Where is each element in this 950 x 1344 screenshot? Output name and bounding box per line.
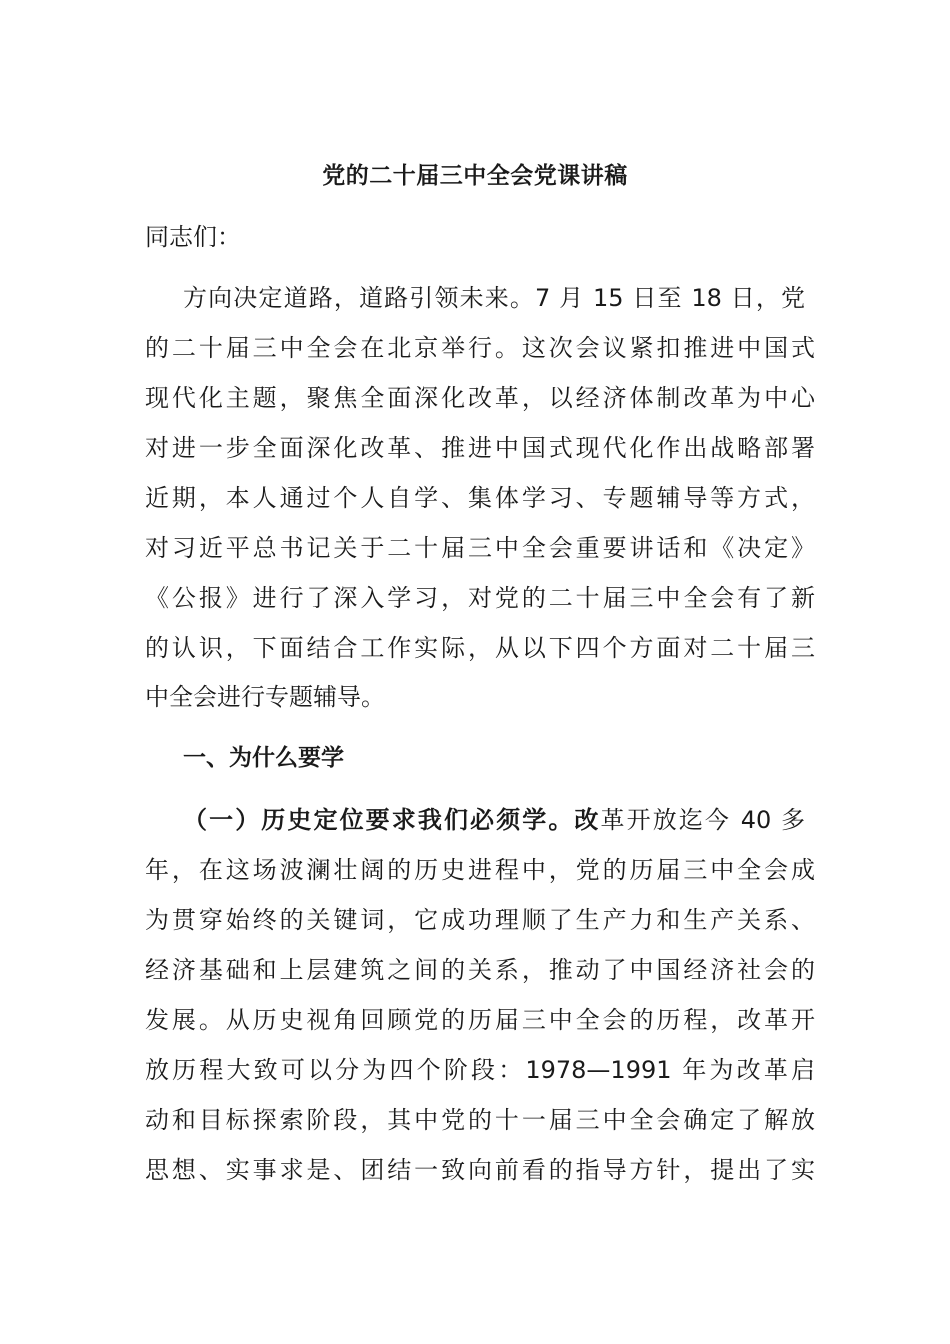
paragraph2-line-7: 动和目标探索阶段，其中党的十一届三中全会确定了解放: [145, 1106, 815, 1134]
subsection-heading-1: （一）历史定位要求我们必须学。改: [183, 806, 601, 834]
paragraph1-line-8: 的认识，下面结合工作实际，从以下四个方面对二十届三: [145, 634, 815, 662]
paragraph1-line-6: 对习近平总书记关于二十届三中全会重要讲话和《决定》: [145, 534, 815, 562]
paragraph1-line-2: 的二十届三中全会在北京举行。这次会议紧扣推进中国式: [145, 334, 815, 362]
paragraph1-line-5: 近期，本人通过个人自学、集体学习、专题辅导等方式，: [145, 484, 815, 512]
salutation: 同志们：: [145, 223, 241, 251]
paragraph2-line-5: 发展。从历史视角回顾党的历届三中全会的历程，改革开: [145, 1006, 815, 1034]
section-heading-1: 一、为什么要学: [183, 745, 344, 771]
paragraph2-line-1: [183, 800, 805, 840]
paragraph2-line-1-text: 革开放迄今 40 多: [600, 806, 805, 834]
paragraph1-line-7: 《公报》进行了深入学习，对党的二十届三中全会有了新: [145, 584, 815, 612]
paragraph2-line-8: 思想、实事求是、团结一致向前看的指导方针，提出了实: [145, 1156, 815, 1184]
paragraph1-line-3: 现代化主题，聚焦全面深化改革，以经济体制改革为中心: [145, 384, 815, 412]
document-title: 党的二十届三中全会党课讲稿: [322, 163, 628, 189]
paragraph1-line-1: 方向决定道路，道路引领未来。7 月 15 日至 18 日，党: [183, 284, 805, 312]
paragraph1-line-4: 对进一步全面深化改革、推进中国式现代化作出战略部署: [145, 434, 815, 462]
paragraph2-line-2: 年，在这场波澜壮阔的历史进程中，党的历届三中全会成: [145, 856, 815, 884]
paragraph2-line-3: 为贯穿始终的关键词，它成功理顺了生产力和生产关系、: [145, 906, 815, 934]
paragraph2-line-6: 放历程大致可以分为四个阶段：1978—1991 年为改革启: [145, 1056, 815, 1084]
paragraph2-line-4: 经济基础和上层建筑之间的关系，推动了中国经济社会的: [145, 956, 815, 984]
paragraph1-line-9: 中全会进行专题辅导。: [145, 683, 385, 711]
